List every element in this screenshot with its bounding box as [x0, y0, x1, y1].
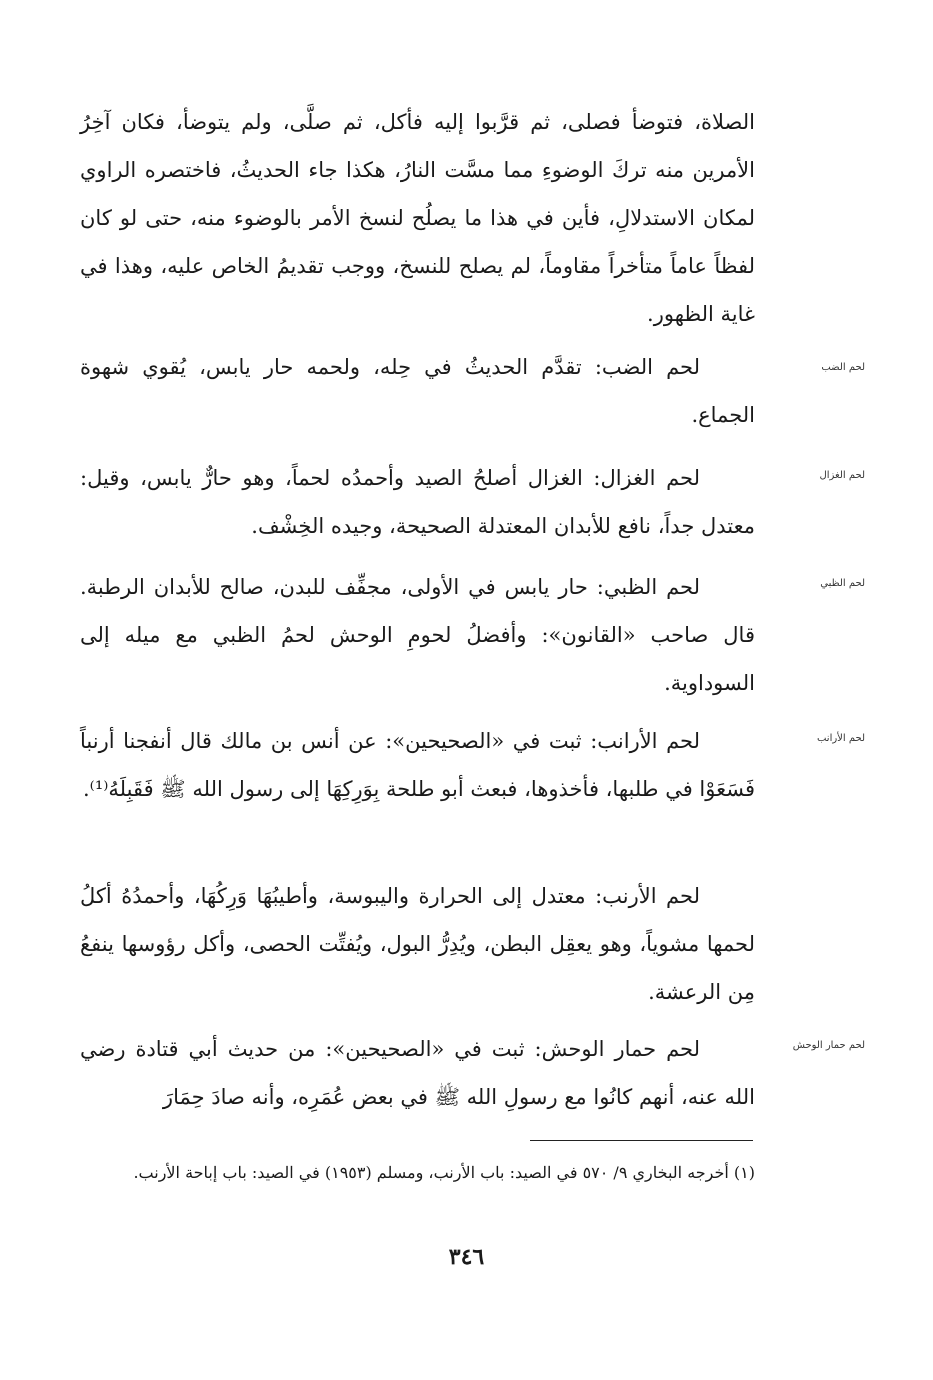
paragraph-text: لحم الضب: تقدَّم الحديثُ في حِله، ولحمه حار يابس، يُقوي شهوة الجماع.	[80, 355, 755, 427]
footnote: (١) أخرجه البخاري ٩/ ٥٧٠ في الصيد: باب الأرنب، ومسلم (١٩٥٣) في الصيد: باب إباحة الأرنب.	[133, 1163, 755, 1182]
paragraph-text: لحم الأرانب: ثبت في «الصحيحين»: عن أنس بن مالك قال أنفجنا أرنباً فَسَعَوْا في طلبها، فأخذوها، فبعث أبو طلحة بِوَرِكِهَا إلى رسول الله ﷺ فَقَبِلَهُ⁽¹⁾.	[80, 729, 755, 801]
paragraph-dabb	[80, 343, 755, 439]
margin-label-arnab: لحم الأرانب	[816, 733, 865, 744]
page-number: ٣٤٦	[448, 1244, 485, 1270]
paragraph-himar-wahsh	[80, 1025, 755, 1121]
paragraph-zabi	[80, 563, 755, 707]
paragraph-ghazal	[80, 454, 755, 550]
margin-label-ghazal: لحم الغزال	[819, 470, 865, 481]
paragraph-text: لحم الأرنب: معتدل إلى الحرارة واليبوسة، وأطيبُهَا وَرِكُهَا، وأحمدُهُ أكلُ لحمها مشوياً، وهو يعقِل البطن، ويُدِرُّ البول، ويُفتِّت الحصى، وأكل رؤوسها ينفعُ مِن الرعشة.	[80, 884, 755, 1004]
paragraph-text: الصلاة، فتوضأ فصلى، ثم قرَّبوا إليه فأكل، ثم صلَّى، ولم يتوضأ، فكان آخِرُ الأمرين منه تركَ الوضوءِ مما مسَّت النارُ، هكذا جاء الحديثُ، فاختصره الراوي لمكان الاستدلالِ، فأين في هذا ما يصلُح لنسخ الأمر بالوضوء منه، حتى لو كان لفظاً عاماً متأخراً مقاوماً، لم يصلح للنسخ، ووجب تقديمُ الخاص عليه، وهذا في غاية الظهور.	[80, 110, 755, 326]
footnote-divider	[530, 1140, 753, 1141]
paragraph-text: لحم حمار الوحش: ثبت في «الصحيحين»: من حديث أبي قتادة رضي الله عنه، أنهم كانُوا مع رسولِ الله ﷺ في بعض عُمَرِه، وأنه صادَ حِمَارَ	[80, 1037, 755, 1109]
paragraph-arnab-hadith	[80, 717, 755, 813]
margin-label-dabb: لحم الضب	[821, 362, 865, 373]
paragraph-text: لحم الظبي: حار يابس في الأولى، مجفِّف للبدن، صالح للأبدان الرطبة. قال صاحب «القانون»: وأفضلُ لحومِ الوحش لحمُ الظبي مع ميله إلى السوداوية.	[80, 575, 755, 695]
paragraph-arnab-properties	[80, 872, 755, 1016]
margin-label-zabi: لحم الظبي	[820, 578, 865, 589]
paragraph-wudu	[80, 98, 755, 338]
paragraph-text: لحم الغزال: الغزال أصلحُ الصيد وأحمدُه لحماً، وهو حارٌّ يابس، وقيل: معتدل جداً، نافع للأبدان المعتدلة الصحيحة، وجيده الخِشْف.	[80, 466, 755, 538]
margin-label-himar-wahsh: لحم حمار الوحش	[792, 1040, 865, 1051]
